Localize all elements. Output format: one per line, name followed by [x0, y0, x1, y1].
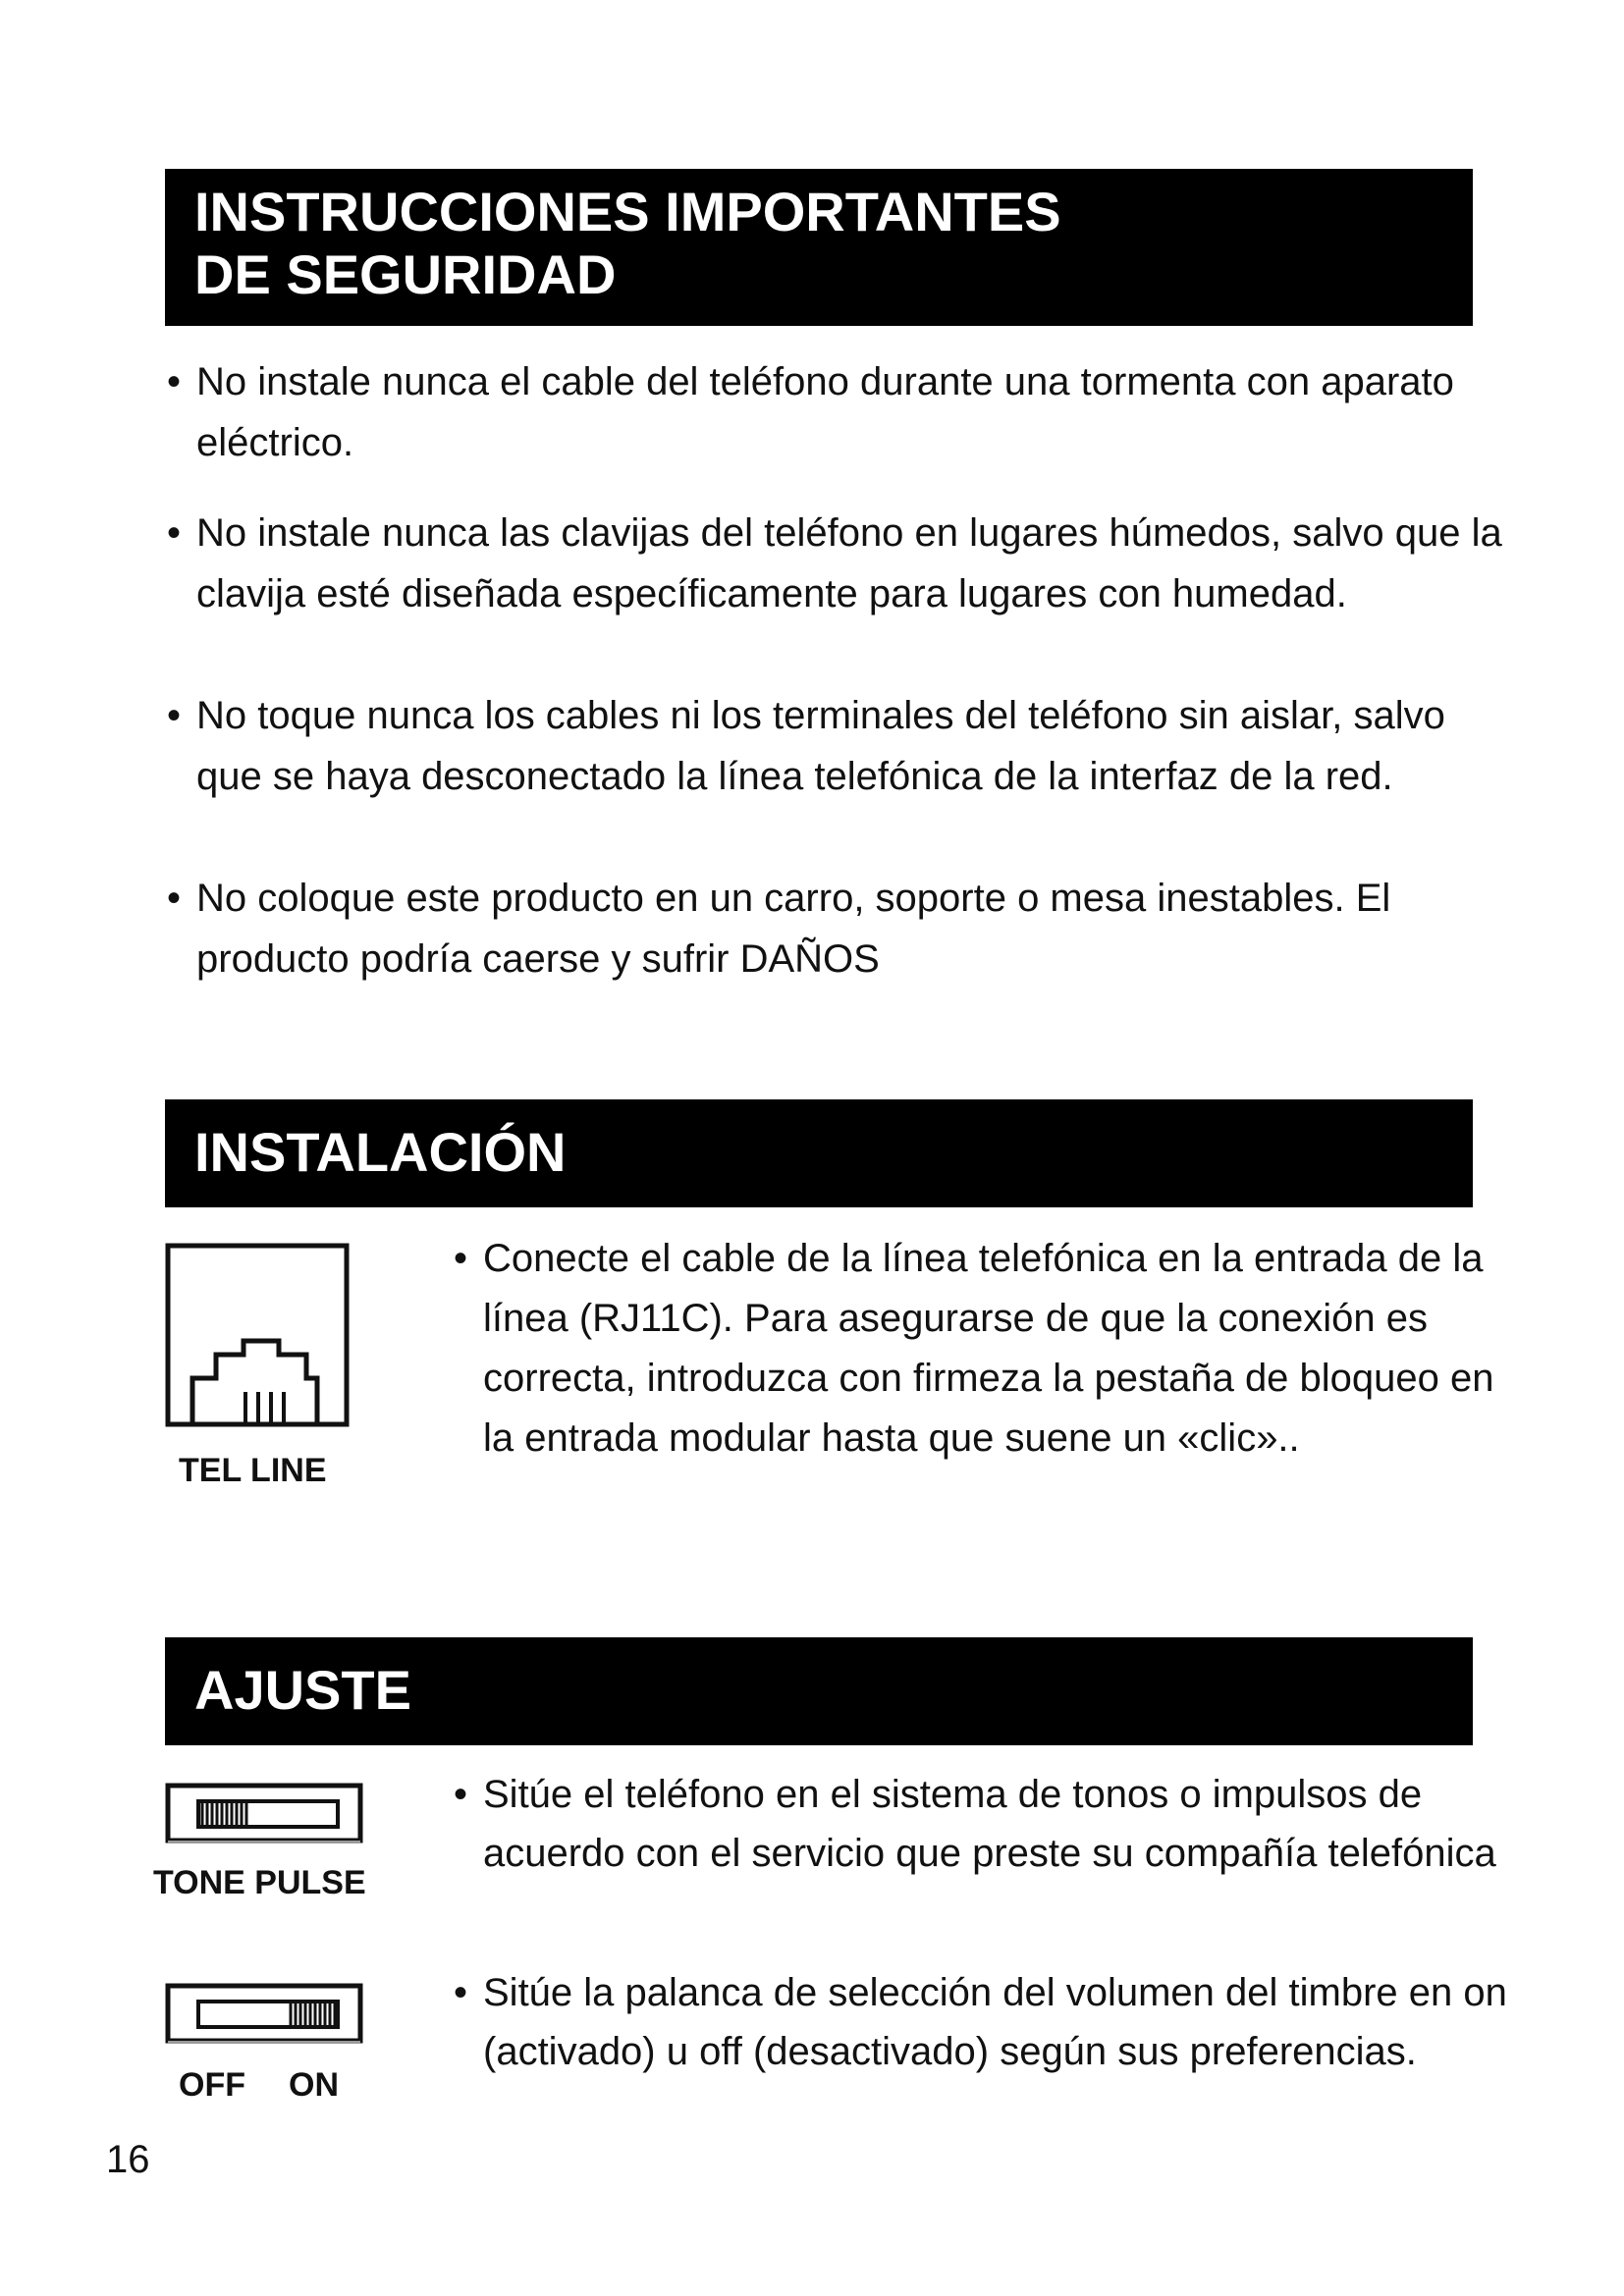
bullet-marker: •: [167, 360, 182, 403]
bullet-marker: •: [454, 1237, 468, 1280]
phone-jack-icon: [165, 1243, 353, 1429]
section-header-safety: [165, 169, 1473, 326]
off-label: OFF: [179, 2066, 245, 2104]
adjustment-bullet-ringer: [454, 1963, 1524, 2081]
section-header-installation: [165, 1099, 1473, 1207]
adjustment-title: AJUSTE: [194, 1659, 411, 1721]
bullet-marker: •: [167, 511, 182, 555]
ringer-switch-icon: [165, 1983, 365, 2046]
tel-line-label: TEL LINE: [179, 1452, 327, 1489]
bullet-marker: •: [454, 1773, 468, 1816]
tone-pulse-switch-icon: [165, 1783, 365, 1845]
installation-bullet: [454, 1229, 1524, 1468]
safety-bullet-3-text: No toque nunca los cables ni los terminales del teléfono sin aislar, salvo que se haya desconectado la línea telefónica de la interfaz de la red.: [196, 694, 1445, 798]
safety-bullet-2: [167, 503, 1512, 624]
safety-title-line1: INSTRUCCIONES IMPORTANTES: [194, 181, 1061, 242]
page-number: 16: [106, 2138, 150, 2181]
bullet-marker: •: [167, 877, 182, 920]
adjustment-bullet-tone: [454, 1765, 1524, 1883]
adjustment-bullet-tone-text: Sitúe el teléfono en el sistema de tonos o impulsos de acuerdo con el servicio que preste su compañía telefónica: [483, 1773, 1496, 1875]
safety-bullet-1: [167, 351, 1512, 473]
installation-title: INSTALACIÓN: [194, 1121, 567, 1183]
safety-bullet-1-text: No instale nunca el cable del teléfono durante una tormenta con aparato eléctrico.: [196, 360, 1454, 464]
safety-bullet-4: [167, 868, 1512, 989]
safety-title-line2: DE SEGURIDAD: [194, 243, 617, 305]
tone-pulse-label: TONE PULSE: [153, 1864, 366, 1901]
adjustment-bullet-ringer-text: Sitúe la palanca de selección del volumen del timbre en on (activado) u off (desactivado) según sus preferencias.: [483, 1971, 1507, 2073]
bullet-marker: •: [167, 694, 182, 737]
on-label: ON: [289, 2066, 339, 2104]
bullet-marker: •: [454, 1971, 468, 2014]
installation-bullet-text: Conecte el cable de la línea telefónica en la entrada de la línea (RJ11C). Para asegurarse de que la conexión es correcta, introduzca con firmeza la pestaña de bloqueo en la entrada modular hasta que suene un «clic»..: [483, 1237, 1494, 1460]
safety-bullet-3: [167, 685, 1512, 807]
section-header-adjustment: [165, 1637, 1473, 1745]
safety-bullet-2-text: No instale nunca las clavijas del teléfono en lugares húmedos, salvo que la clavija esté diseñada específicamente para lugares con humedad.: [196, 511, 1502, 615]
safety-bullet-4-text: No coloque este producto en un carro, soporte o mesa inestables. El producto podría caerse y sufrir DAÑOS: [196, 877, 1391, 981]
